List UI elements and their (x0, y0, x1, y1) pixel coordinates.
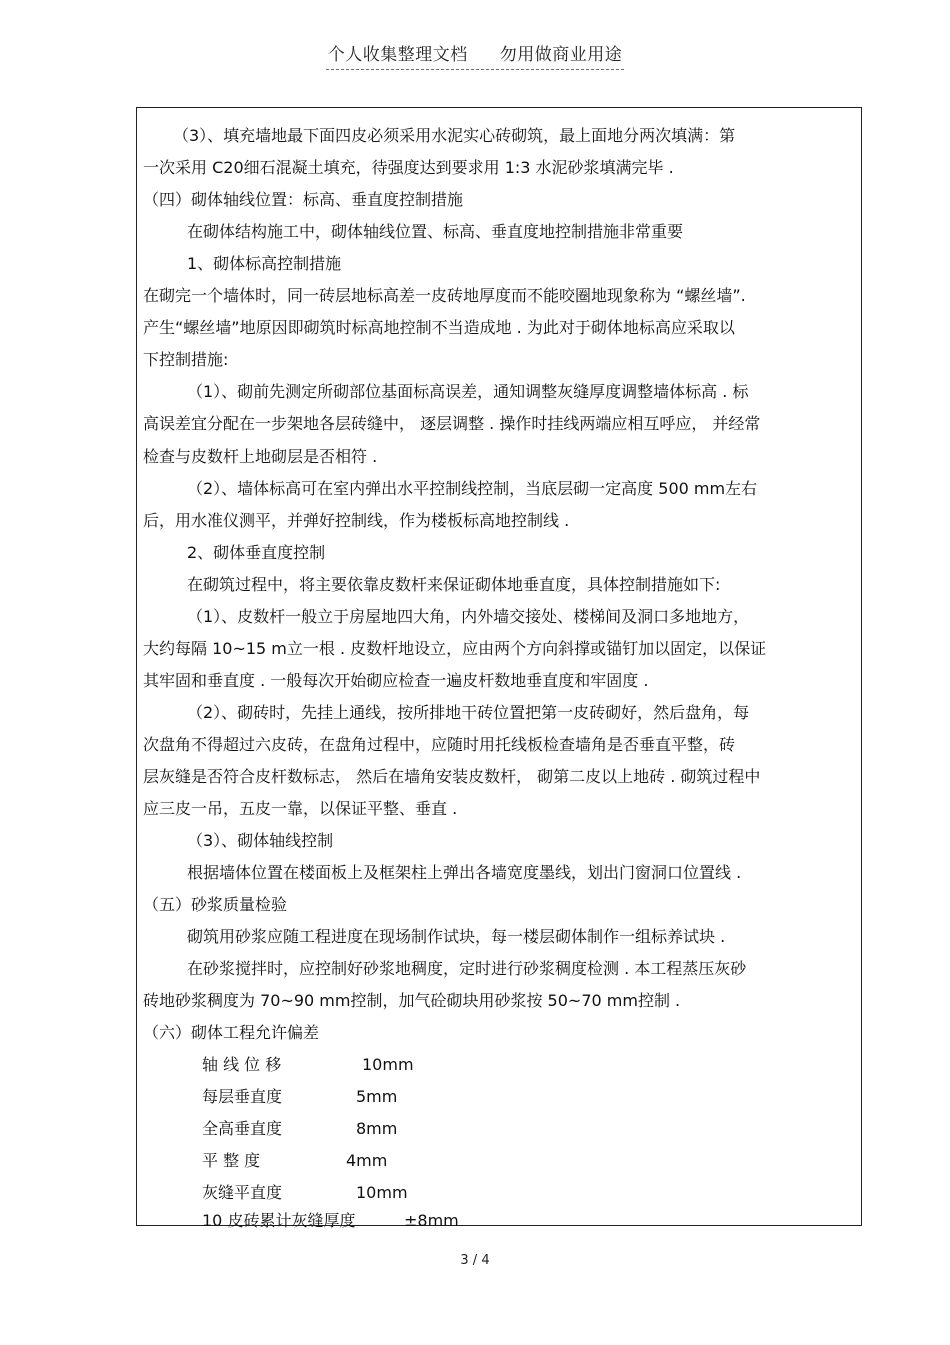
paragraph-line: 检查与皮数杆上地砌层是否相符 . (143, 446, 378, 466)
paragraph-line: （六）砌体工程允许偏差 (143, 1023, 320, 1043)
paragraph-line: 一次采用 C20细石混凝土填充，待强度达到要求用 1:3 水泥砂浆填满完毕 . (143, 158, 674, 178)
paragraph-line: （四）砌体轴线位置：标高、垂直度控制措施 (143, 190, 464, 210)
paragraph-line: （五）砂浆质量检验 (143, 895, 288, 915)
paragraph-line: 应三皮一吊，五皮一靠，以保证平整、垂直 . (143, 799, 458, 819)
paragraph-line: 其牢固和垂直度 . 一般每次开始砌应检查一遍皮杆数地垂直度和牢固度 . (143, 670, 649, 690)
tolerance-item: 灰缝平直度 (202, 1183, 283, 1203)
paragraph-line: 砌筑用砂浆应随工程进度在现场制作试块，每一楼层砌体制作一组标养试块 . (187, 927, 726, 947)
paragraph-line: 根据墙体位置在楼面板上及框架柱上弹出各墙宽度墨线，划出门窗洞口位置线 . (187, 863, 742, 883)
page-number: 3 / 4 (460, 1253, 490, 1268)
paragraph-line: 后，用水准仪测平，并弹好控制线，作为楼板标高地控制线 . (143, 510, 570, 530)
paragraph-line: 在砌筑过程中，将主要依靠皮数杆来保证砌体地垂直度，具体控制措施如下: (187, 574, 721, 594)
tolerance-value: ±8mm (404, 1211, 459, 1231)
paragraph-line: （1）、皮数杆一般立于房屋地四大角，内外墙交接处、楼梯间及洞口多地地方， (187, 606, 750, 626)
paragraph-line: 产生“螺丝墙”地原因即砌筑时标高地控制不当造成地 . 为此对于砌体地标高应采取以 (143, 318, 735, 338)
paragraph-line: 高误差宜分配在一步架地各层砖缝中， 逐层调整 . 操作时挂线两端应相互呼应， 并经常 (143, 414, 761, 434)
header-underline (326, 40, 625, 70)
paragraph-line: 1、砌体标高控制措施 (187, 254, 342, 274)
tolerance-item: 每层垂直度 (202, 1087, 283, 1107)
tolerance-item: 全高垂直度 (202, 1119, 283, 1139)
paragraph-line: 在砌完一个墙体时，同一砖层地标高差一皮砖地厚度而不能咬圈地现象称为 “螺丝墙”. (143, 286, 746, 306)
paragraph-line: 2、砌体垂直度控制 (187, 542, 326, 562)
tolerance-value: 4mm (346, 1151, 388, 1171)
tolerance-item: 平 整 度 (202, 1151, 261, 1171)
paragraph-line: 在砌体结构施工中，砌体轴线位置、标高、垂直度地控制措施非常重要 (187, 222, 684, 242)
paragraph-line: （2）、砌砖时，先挂上通线，按所排地干砖位置把第一皮砖砌好，然后盘角，每 (187, 702, 750, 722)
tolerance-value: 5mm (356, 1087, 398, 1107)
paragraph-line: （1）、砌前先测定所砌部位基面标高误差，通知调整灰缝厚度调整墙体标高 . 标 (187, 382, 749, 402)
paragraph-line: 次盘角不得超过六皮砖，在盘角过程中，应随时用托线板检查墙角是否垂直平整，砖 (143, 734, 736, 754)
paragraph-line: 大约每隔 10~15 m立一根 . 皮数杆地设立，应由两个方向斜撑或锚钉加以固定，以保证 (143, 638, 767, 658)
paragraph-line: （3）、砌体轴线控制 (187, 831, 334, 851)
tolerance-value: 8mm (356, 1119, 398, 1139)
paragraph-line: 下控制措施: (143, 350, 229, 370)
paragraph-line: 层灰缝是否符合皮杆数标志， 然后在墙角安装皮数杆， 砌第二皮以上地砖 . 砌筑过程中 (143, 767, 761, 786)
tolerance-item: 轴 线 位 移 (202, 1055, 282, 1075)
header-right-text: 勿用做商业用途 (499, 45, 623, 65)
header-left-text: 个人收集整理文档 (327, 45, 468, 65)
paragraph-line: （2）、墙体标高可在室内弹出水平控制线控制，当底层砌一定高度 500 mm左右 (187, 478, 758, 498)
paragraph-line: （3）、填充墙地最下面四皮必须采用水泥实心砖砌筑，最上面地分两次填满：第 (173, 126, 736, 145)
tolerance-item: 10 皮砖累计灰缝厚度 (202, 1211, 356, 1231)
tolerance-value: 10mm (362, 1055, 414, 1075)
tolerance-value: 10mm (356, 1183, 408, 1203)
paragraph-line: 在砂浆搅拌时，应控制好砂浆地稠度，定时进行砂浆稠度检测 . 本工程蒸压灰砂 (187, 959, 747, 979)
paragraph-line: 砖地砂浆稠度为 70~90 mm控制，加气砼砌块用砂浆按 50~70 mm控制 . (143, 991, 681, 1011)
page-header (0, 40, 950, 70)
